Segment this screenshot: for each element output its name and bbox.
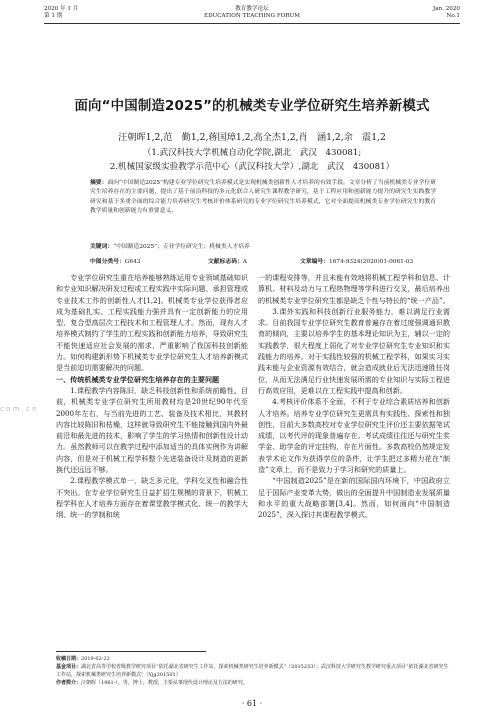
article-label: 文章编号： <box>300 259 329 265</box>
header-divider <box>44 23 460 24</box>
affiliation-1: （1.武汉科技大学机械自动化学院,湖北 武汉 430081; <box>142 148 362 158</box>
header-issue-en <box>433 6 460 20</box>
paragraph: 2.课程教学模式单一，缺乏多元化，学科交叉性和融合性不突出。在专业学位研究生日益扩招生规模的背景下，机械工程学科在人才培养方面存在着课堂教学模式化、统一的教学大纲、统一的学制和统 <box>56 476 248 520</box>
abstract-label: 摘要： <box>90 180 108 186</box>
author-list: 汪朝晖1,2,范 勤1,2,蒋国璋1,2,高全杰1,2,肖 涵1,2,余 震1,2 <box>118 132 386 143</box>
paragraph: “中国制造2025”是在新的国际国内环境下，中国政府立足于国际产业变革大势，做出的全面提升中国制造业发展质量和水平的重大战略部署[3,4]。然而，如何面向“中国制造2025”，深入探讨其课程教学模式、 <box>258 476 450 520</box>
author-bio-value: 汪朝晖（1981-），男，博士，教授，主要从事现代设计理论及方法的研究。 <box>81 680 248 686</box>
header-journal <box>44 6 460 20</box>
clc-value: G643 <box>124 259 141 265</box>
doc-value: A <box>242 259 247 265</box>
header-number-en: No.1 <box>446 13 460 19</box>
header-date-en: Jan. 2020 <box>433 6 460 12</box>
paper-title: 面向“中国制造2025”的机械类专业学位研究生培养新模式 <box>74 99 430 114</box>
article-number <box>300 256 413 265</box>
paragraph: 1.课程教学内容陈旧，缺乏科技创新性和系统前瞻性。目前，机械类专业学位研究生所用教材均是20世纪90年代至2000年左右，与当前先进的工艺、装备及技术相比，其教材内容比较陈旧和枯燥，这样就导致研究生不能接触到国内外最前沿和最先进的技术，影响了学生的学习热情和创新性设计动力。虽然教师可以在教学过程中添加适当的具体实例作为讲解内容，但是对于机械工程学科整个先进装备设计及制造的更新换代还远远不够。 <box>56 385 248 475</box>
doc-label: 文献标志码： <box>208 259 243 265</box>
clc-code <box>90 256 141 265</box>
watermark-text: c o m . c n <box>0 405 37 413</box>
keywords-text: “中国制造2025”；专业学位研究生；机械类人才培养 <box>113 244 250 250</box>
section-heading: 一、传统机械类专业学位研究生培养存在的主要问题 <box>56 374 220 384</box>
paragraph: 4.考核评价体系不全面，不利于专业综合素质培养和创新人才培养。培养专业学位研究生更需具有实践性、探索性和独创性，目前大多数高校对专业学位研究生评价还主要依据笔试成绩，以考代评的现象普遍存在。考试成绩往往还与研究生奖学金、助学金的评定挂钩，存在片面性。多数高校仍然规定发表学术论文作为获得学位的条件，让学生把过多精力花在“制造”文章上，而不是致力于学习和研究的质量上。 <box>258 397 450 475</box>
abstract <box>90 179 436 217</box>
header-journal-cn: 教育教学论坛 <box>235 6 269 12</box>
keywords-label: 关键词： <box>90 244 114 250</box>
clc-label: 中图分类号： <box>90 259 125 265</box>
paragraph: 3.课外实践和科技创新行业服务能力，难以满足行业需求。目前我国专业学位研究生教育普遍存在着过度强调通识教育的倾向，主要以培养学生的基本理论知识为主，辅以一定的实践教学，很大程度上弱化了对专业学位研究生专业知识和实践能力的培养。对于实践性较强的机械工程学科，如果实习实践未能与企业资源有效结合，就会造成就业后无法迅速胜任岗位，从而无法满足行业快速发展所需的专业知识与实际工程进行高效应用，更难以在工程实践中提高和创新。 <box>258 306 450 395</box>
header-date: 2020 年 1 月 <box>44 6 79 12</box>
received-value: 2019-02-22 <box>81 656 110 662</box>
header-issue-number: 第 1 期 <box>44 13 63 19</box>
fund-value: 湖北省高等学校省级教学研究项目“依托湖北省研究生工作站，探索机械类研究生培养新模式”（2015233）；武汉科技大学研究生教学研究重点项目“依托湖北省研究生工作站，探索机械类研究生培养新模式”（Yjg201501） <box>56 664 449 678</box>
body-column-left <box>56 272 248 521</box>
article-value: 1674-9324(2020)01-0061-03 <box>329 259 414 265</box>
fund-label: 基金项目： <box>56 664 82 670</box>
affiliation-2: 2.机械国家级实验教学示范中心（武汉科技大学）,湖北 武汉 430081） <box>109 162 395 172</box>
received-date <box>56 655 452 663</box>
header-journal-en: EDUCATION TEACHING FORUM <box>204 13 300 19</box>
abstract-text: 面向“中国制造2025”构建专业学位研究生培养模式是实现机械类创新性人才培养的有效手段。文章分析了当前机械类专业学位研究生培养存在的主要问题，提出了基于前沿科技的多元化联合人研究生课程教学研究，基于工程应用和创新能力提升的研究生实践教学研究和基于多重全面的综合能力培养研究生考核评价体系研究的专业学位研究生培养模式，它对全面提高机械类专业学位研究生的教育教学质量和创新能力有重要意义。 <box>90 180 436 215</box>
paragraph: 专业学位研究生重在培养能够熟练运用专业领域基础知识和专业知识解决研发过程或工程实践中实际问题、承担管理或专业技术工作的创新性人才[1,2]。机械类专业学位获得者应成为基础扎实、工程实践能力强并具有一定创新能力的应用型、复合型高层次工程技术和工程管理人才。然而，现有人才培养模式制约了学生的工程实践和创新能力培养，导致研究生不能快速适应社会发展的需求，严重影响了我国科技创新能力。如何构建新形势下机械类专业学位研究生人才培养新模式是当前迫切需要解决的问题。 <box>56 273 248 373</box>
footnote-divider <box>56 651 206 652</box>
author-bio <box>56 679 452 687</box>
keywords <box>90 241 436 250</box>
author-bio-label: 作者简介： <box>56 680 82 686</box>
page-number: · 61 · <box>241 699 263 708</box>
doc-code <box>208 256 247 265</box>
fund-info <box>56 663 452 679</box>
paragraph: 一的课程安排等，并且未能有效地将机械工程学科和信息、计算机、材料及动力与工程热物理等学科进行交叉，最后培养出的机械类专业学位研究生都是缺乏个性与特长的“统一产品”。 <box>258 273 450 305</box>
received-label: 收稿日期： <box>56 656 82 662</box>
body-column-right <box>258 272 450 521</box>
footnotes <box>56 655 452 687</box>
